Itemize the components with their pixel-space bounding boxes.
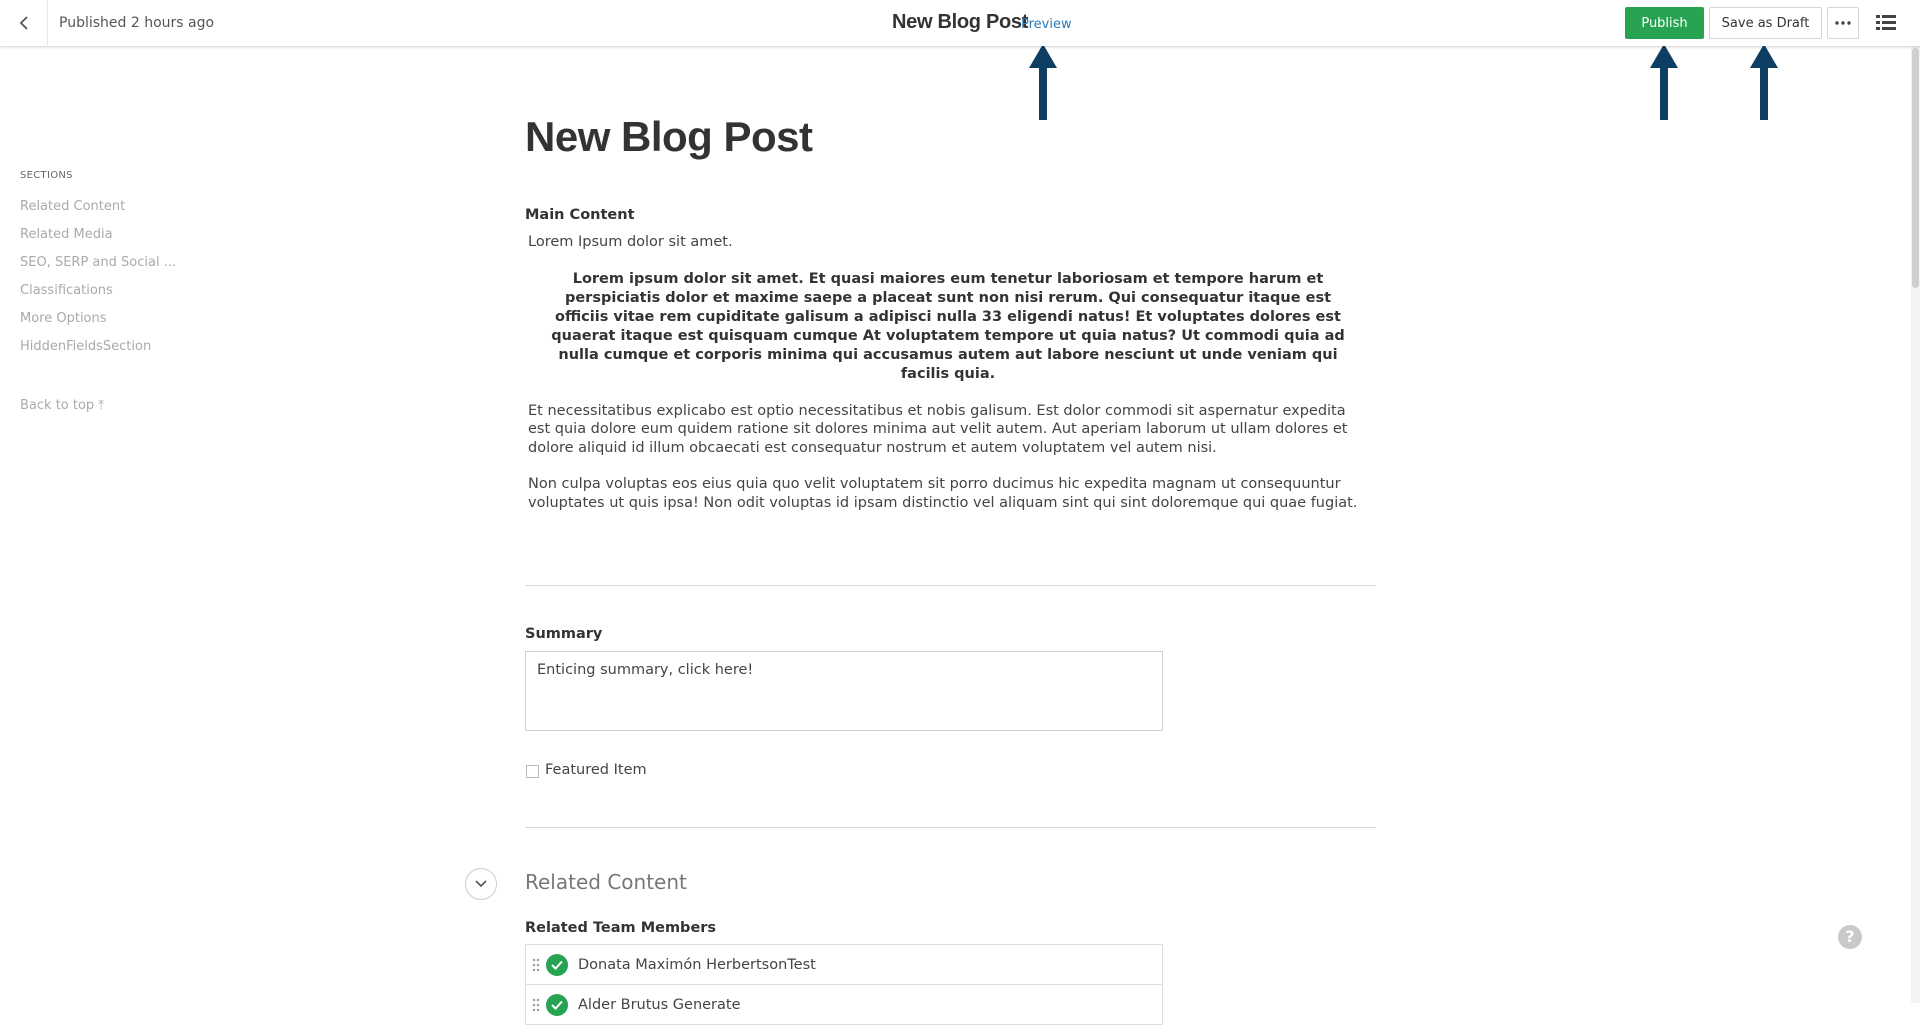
list-item[interactable] [526, 985, 1162, 1025]
document-title: New Blog Post [892, 11, 1029, 33]
sections-nav [20, 197, 177, 365]
list-item[interactable] [526, 945, 1162, 985]
sidebar-item-classifications[interactable]: Classifications [20, 283, 113, 298]
back-to-top-link[interactable]: Back to top ⤒ [20, 398, 105, 413]
sidebar-item-more-options[interactable]: More Options [20, 311, 107, 326]
chevron-down-icon [475, 880, 487, 888]
related-content-collapse-button[interactable] [465, 868, 497, 900]
team-member-name: Alder Brutus Generate [578, 996, 741, 1013]
related-content-heading: Related Content [525, 870, 687, 894]
divider [525, 827, 1376, 828]
save-draft-button[interactable]: Save as Draft [1709, 7, 1822, 39]
related-team-members-label: Related Team Members [525, 920, 717, 936]
sidebar-item-hidden-fields[interactable]: HiddenFieldsSection [20, 339, 152, 354]
annotation-arrow-preview [1028, 44, 1058, 120]
help-icon[interactable]: ? [1838, 925, 1862, 949]
list-view-icon [1876, 15, 1896, 31]
page-title: New Blog Post [525, 113, 813, 160]
check-circle-icon [546, 994, 568, 1016]
divider [525, 585, 1376, 586]
list-view-button[interactable] [1872, 10, 1900, 36]
body-paragraph-2: Et necessitatibus explicabo est optio necessitatibus et nobis galisum. Est dolor commodi sit aspernatur expedita est quia dolore eum quidem ratione sit dolores minima aut velit autem. Aut aperiam laborum ut ullam dolores et dolore aliquid id illum obcaecati est consequatur nostrum et autem voluptatem vel autem nisi. [528, 402, 1348, 456]
related-team-members-list [525, 944, 1163, 1025]
back-button[interactable] [0, 0, 48, 46]
publish-status: Published 2 hours ago [59, 15, 215, 31]
main-content-label: Main Content [525, 207, 635, 223]
annotation-arrow-draft [1749, 44, 1779, 120]
sidebar-item-seo[interactable]: SEO, SERP and Social ... [20, 255, 177, 270]
featured-item-checkbox[interactable] [526, 765, 539, 778]
body-paragraph-3: Non culpa voluptas eos eius quia quo velit voluptatem sit porro ducimus hic expedita magnam ut consequuntur voluptates ut quis ipsa! Non odit voluptas id ipsam distinctio vel aliquam sint qui sint doloremque qui quae fugiat. [528, 476, 1358, 511]
summary-input[interactable]: Enticing summary, click here! [525, 651, 1163, 731]
intro-paragraph: Lorem Ipsum dolor sit amet. [528, 234, 733, 250]
sidebar-item-related-content[interactable]: Related Content [20, 199, 126, 214]
summary-label: Summary [525, 626, 603, 642]
sections-heading: SECTIONS [20, 170, 73, 181]
team-member-name: Donata Maximón HerbertsonTest [578, 956, 816, 973]
main-content-editor[interactable] [528, 233, 1368, 530]
preview-link[interactable]: Preview [1021, 17, 1072, 32]
bold-paragraph: Lorem ipsum dolor sit amet. Et quasi maiores eum tenetur laboriosam et tempore harum et perspiciatis dolor et maxime saepe a placeat sunt non nisi rerum. Qui consequatur itaque est officiis vitae rem cupiditate galisum a adipisci nulla 33 eligendi natus! Et voluptates dolores est quaerat itaque est quisquam cumque At voluptatem tempore ut quia natus? Ut commodi quia ad nulla cumque et corporis minima qui accusamus autem aut labore nesciunt ut unde veniam qui facilis quia. [551, 270, 1345, 382]
top-bar [0, 0, 1920, 46]
more-options-button[interactable] [1827, 7, 1859, 39]
scrollbar-thumb[interactable] [1912, 48, 1919, 288]
publish-button[interactable]: Publish [1625, 7, 1704, 39]
drag-handle-icon[interactable] [532, 958, 540, 972]
featured-item-label[interactable]: Featured Item [545, 762, 647, 778]
check-circle-icon [546, 954, 568, 976]
ellipsis-icon [1835, 21, 1851, 25]
chevron-left-icon [18, 15, 30, 31]
annotation-arrow-publish [1649, 44, 1679, 120]
sidebar-item-related-media[interactable]: Related Media [20, 227, 113, 242]
drag-handle-icon[interactable] [532, 998, 540, 1012]
